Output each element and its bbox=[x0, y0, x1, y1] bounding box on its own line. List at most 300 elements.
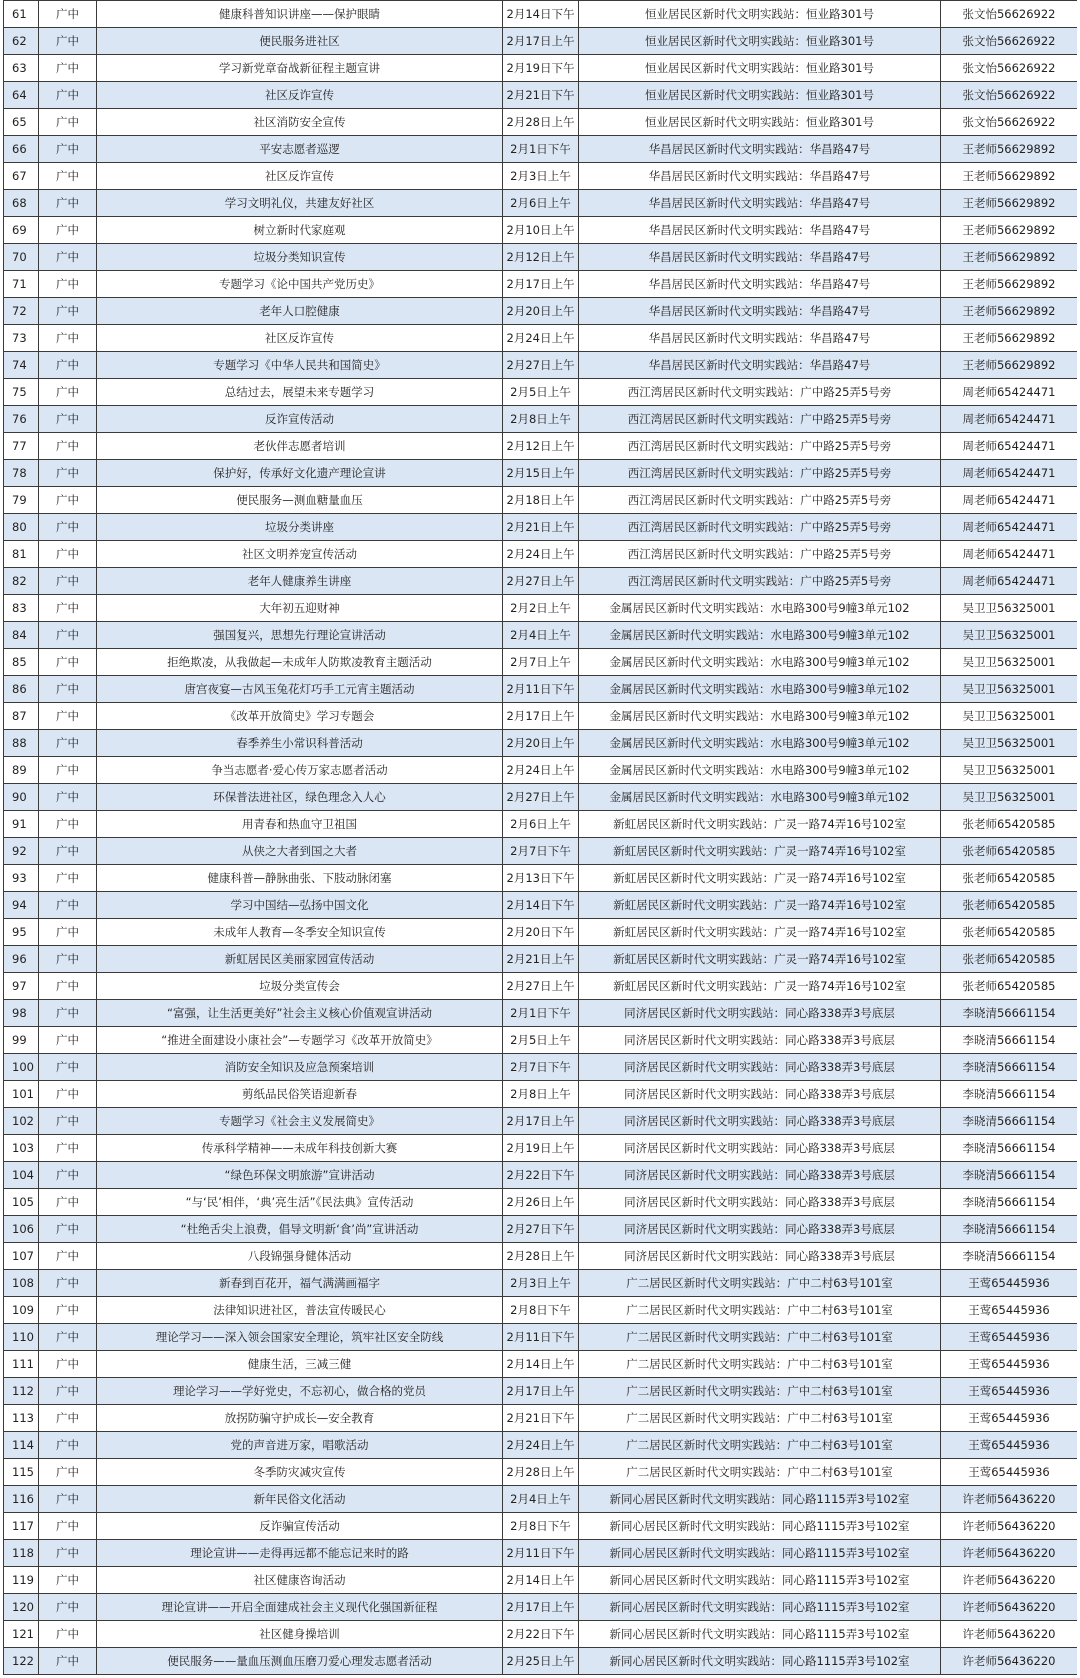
activity-time: 2月3日上午 bbox=[503, 1270, 579, 1297]
row-number: 94 bbox=[4, 892, 39, 919]
table-row bbox=[4, 1648, 1078, 1675]
row-number: 109 bbox=[4, 1297, 39, 1324]
table-row bbox=[4, 703, 1078, 730]
activity-time: 2月7日下午 bbox=[503, 1054, 579, 1081]
activity-title: 社区文明养宠宣传活动 bbox=[97, 541, 503, 568]
activity-title: 用青春和热血守卫祖国 bbox=[97, 811, 503, 838]
table-row bbox=[4, 892, 1078, 919]
street-name: 广中 bbox=[39, 676, 97, 703]
row-number: 63 bbox=[4, 55, 39, 82]
activity-location: 西江湾居民区新时代文明实践站：广中路25弄5号旁 bbox=[579, 568, 941, 595]
activity-time: 2月21日上午 bbox=[503, 946, 579, 973]
table-row bbox=[4, 784, 1078, 811]
table-row bbox=[4, 622, 1078, 649]
activity-location: 西江湾居民区新时代文明实践站：广中路25弄5号旁 bbox=[579, 379, 941, 406]
row-number: 80 bbox=[4, 514, 39, 541]
activity-title: 新春到百花开，福气满满画福字 bbox=[97, 1270, 503, 1297]
activity-title: 理论宣讲——开启全面建成社会主义现代化强国新征程 bbox=[97, 1594, 503, 1621]
activity-time: 2月17日上午 bbox=[503, 703, 579, 730]
contact-person: 李晓清56661154 bbox=[941, 1189, 1078, 1216]
street-name: 广中 bbox=[39, 1000, 97, 1027]
row-number: 118 bbox=[4, 1540, 39, 1567]
table-row bbox=[4, 379, 1078, 406]
table-row bbox=[4, 1243, 1078, 1270]
table-row bbox=[4, 1378, 1078, 1405]
activity-time: 2月21日下午 bbox=[503, 82, 579, 109]
row-number: 72 bbox=[4, 298, 39, 325]
activity-title: 社区健康咨询活动 bbox=[97, 1567, 503, 1594]
contact-person: 张老师65420585 bbox=[941, 946, 1078, 973]
activity-title: 树立新时代家庭观 bbox=[97, 217, 503, 244]
table-row bbox=[4, 757, 1078, 784]
street-name: 广中 bbox=[39, 865, 97, 892]
activity-location: 恒业居民区新时代文明实践站：恒业路301号 bbox=[579, 82, 941, 109]
activity-title: 学习新党章奋战新征程主题宣讲 bbox=[97, 55, 503, 82]
activity-location: 华昌居民区新时代文明实践站：华昌路47号 bbox=[579, 271, 941, 298]
table-row bbox=[4, 1351, 1078, 1378]
activity-location: 同济居民区新时代文明实践站：同心路338弄3号底层 bbox=[579, 1027, 941, 1054]
activity-title: 理论宣讲——走得再远都不能忘记来时的路 bbox=[97, 1540, 503, 1567]
activity-time: 2月10日上午 bbox=[503, 217, 579, 244]
table-row bbox=[4, 136, 1078, 163]
street-name: 广中 bbox=[39, 352, 97, 379]
street-name: 广中 bbox=[39, 217, 97, 244]
activity-location: 华昌居民区新时代文明实践站：华昌路47号 bbox=[579, 190, 941, 217]
activity-time: 2月7日上午 bbox=[503, 649, 579, 676]
activity-title: 理论学习——学好党史，不忘初心，做合格的党员 bbox=[97, 1378, 503, 1405]
contact-person: 王莺65445936 bbox=[941, 1459, 1078, 1486]
table-row bbox=[4, 811, 1078, 838]
contact-person: 张老师65420585 bbox=[941, 919, 1078, 946]
row-number: 85 bbox=[4, 649, 39, 676]
row-number: 62 bbox=[4, 28, 39, 55]
activity-time: 2月25日上午 bbox=[503, 1648, 579, 1675]
activity-location: 西江湾居民区新时代文明实践站：广中路25弄5号旁 bbox=[579, 433, 941, 460]
table-row bbox=[4, 514, 1078, 541]
activity-location: 同济居民区新时代文明实践站：同心路338弄3号底层 bbox=[579, 1216, 941, 1243]
street-name: 广中 bbox=[39, 703, 97, 730]
table-row bbox=[4, 190, 1078, 217]
row-number: 77 bbox=[4, 433, 39, 460]
table-row bbox=[4, 55, 1078, 82]
street-name: 广中 bbox=[39, 1459, 97, 1486]
row-number: 73 bbox=[4, 325, 39, 352]
table-row bbox=[4, 865, 1078, 892]
table-row bbox=[4, 163, 1078, 190]
contact-person: 李晓清56661154 bbox=[941, 1243, 1078, 1270]
contact-person: 许老师56436220 bbox=[941, 1621, 1078, 1648]
contact-person: 王老师56629892 bbox=[941, 190, 1078, 217]
activity-location: 广二居民区新时代文明实践站：广中二村63号101室 bbox=[579, 1432, 941, 1459]
contact-person: 吴卫卫56325001 bbox=[941, 703, 1078, 730]
contact-person: 许老师56436220 bbox=[941, 1594, 1078, 1621]
row-number: 115 bbox=[4, 1459, 39, 1486]
street-name: 广中 bbox=[39, 919, 97, 946]
street-name: 广中 bbox=[39, 1432, 97, 1459]
activity-title: 垃圾分类讲座 bbox=[97, 514, 503, 541]
street-name: 广中 bbox=[39, 1351, 97, 1378]
street-name: 广中 bbox=[39, 568, 97, 595]
street-name: 广中 bbox=[39, 838, 97, 865]
activity-title: 环保普法进社区，绿色理念入人心 bbox=[97, 784, 503, 811]
activity-title: 老年人口腔健康 bbox=[97, 298, 503, 325]
activity-location: 同济居民区新时代文明实践站：同心路338弄3号底层 bbox=[579, 1135, 941, 1162]
contact-person: 周老师65424471 bbox=[941, 568, 1078, 595]
table-row bbox=[4, 487, 1078, 514]
table-row bbox=[4, 82, 1078, 109]
activity-time: 2月15日上午 bbox=[503, 460, 579, 487]
activity-title: 学习文明礼仪，共建友好社区 bbox=[97, 190, 503, 217]
street-name: 广中 bbox=[39, 1378, 97, 1405]
activity-time: 2月17日上午 bbox=[503, 271, 579, 298]
contact-person: 王莺65445936 bbox=[941, 1351, 1078, 1378]
table-row bbox=[4, 1108, 1078, 1135]
activity-time: 2月2日上午 bbox=[503, 595, 579, 622]
row-number: 76 bbox=[4, 406, 39, 433]
contact-person: 王莺65445936 bbox=[941, 1378, 1078, 1405]
activity-title: 社区消防安全宣传 bbox=[97, 109, 503, 136]
contact-person: 周老师65424471 bbox=[941, 541, 1078, 568]
activity-time: 2月28日上午 bbox=[503, 1459, 579, 1486]
activity-location: 恒业居民区新时代文明实践站：恒业路301号 bbox=[579, 1, 941, 28]
street-name: 广中 bbox=[39, 190, 97, 217]
table-row bbox=[4, 1189, 1078, 1216]
activity-time: 2月27日上午 bbox=[503, 973, 579, 1000]
table-row bbox=[4, 568, 1078, 595]
activity-title: 平安志愿者巡逻 bbox=[97, 136, 503, 163]
table-row bbox=[4, 1216, 1078, 1243]
activity-time: 2月27日上午 bbox=[503, 352, 579, 379]
activity-location: 华昌居民区新时代文明实践站：华昌路47号 bbox=[579, 298, 941, 325]
activity-time: 2月1日下午 bbox=[503, 1000, 579, 1027]
row-number: 113 bbox=[4, 1405, 39, 1432]
activity-title: 健康生活，三减三健 bbox=[97, 1351, 503, 1378]
street-name: 广中 bbox=[39, 1189, 97, 1216]
contact-person: 许老师56436220 bbox=[941, 1648, 1078, 1675]
activity-time: 2月6日上午 bbox=[503, 190, 579, 217]
activity-title: 从侠之大者到国之大者 bbox=[97, 838, 503, 865]
street-name: 广中 bbox=[39, 757, 97, 784]
activity-location: 金属居民区新时代文明实践站：水电路300号9幢3单元102 bbox=[579, 757, 941, 784]
table-row bbox=[4, 433, 1078, 460]
row-number: 67 bbox=[4, 163, 39, 190]
activity-location: 恒业居民区新时代文明实践站：恒业路301号 bbox=[579, 109, 941, 136]
row-number: 104 bbox=[4, 1162, 39, 1189]
activity-title: 垃圾分类宣传会 bbox=[97, 973, 503, 1000]
contact-person: 张文怡56626922 bbox=[941, 1, 1078, 28]
activity-time: 2月11日下午 bbox=[503, 1540, 579, 1567]
row-number: 107 bbox=[4, 1243, 39, 1270]
activity-time: 2月8日下午 bbox=[503, 1297, 579, 1324]
activity-time: 2月21日上午 bbox=[503, 514, 579, 541]
row-number: 111 bbox=[4, 1351, 39, 1378]
activity-location: 同济居民区新时代文明实践站：同心路338弄3号底层 bbox=[579, 1000, 941, 1027]
activity-title: 健康科普知识讲座——保护眼睛 bbox=[97, 1, 503, 28]
table-row bbox=[4, 595, 1078, 622]
activity-title: 争当志愿者·爱心传万家志愿者活动 bbox=[97, 757, 503, 784]
table-row bbox=[4, 1567, 1078, 1594]
activity-location: 新同心居民区新时代文明实践站：同心路1115弄3号102室 bbox=[579, 1621, 941, 1648]
activity-location: 新同心居民区新时代文明实践站：同心路1115弄3号102室 bbox=[579, 1540, 941, 1567]
street-name: 广中 bbox=[39, 892, 97, 919]
activity-time: 2月5日上午 bbox=[503, 379, 579, 406]
row-number: 101 bbox=[4, 1081, 39, 1108]
street-name: 广中 bbox=[39, 163, 97, 190]
activity-title: “富强，让生活更美好”社会主义核心价值观宣讲活动 bbox=[97, 1000, 503, 1027]
activity-time: 2月24日上午 bbox=[503, 541, 579, 568]
street-name: 广中 bbox=[39, 973, 97, 1000]
street-name: 广中 bbox=[39, 244, 97, 271]
activity-title: 春季养生小常识科普活动 bbox=[97, 730, 503, 757]
contact-person: 王老师56629892 bbox=[941, 325, 1078, 352]
contact-person: 周老师65424471 bbox=[941, 433, 1078, 460]
row-number: 90 bbox=[4, 784, 39, 811]
table-row bbox=[4, 946, 1078, 973]
activity-location: 同济居民区新时代文明实践站：同心路338弄3号底层 bbox=[579, 1243, 941, 1270]
activity-time: 2月26日上午 bbox=[503, 1189, 579, 1216]
activity-title: 老年人健康养生讲座 bbox=[97, 568, 503, 595]
table-row bbox=[4, 1081, 1078, 1108]
activity-location: 广二居民区新时代文明实践站：广中二村63号101室 bbox=[579, 1459, 941, 1486]
contact-person: 张老师65420585 bbox=[941, 811, 1078, 838]
contact-person: 李晓清56661154 bbox=[941, 1081, 1078, 1108]
street-name: 广中 bbox=[39, 1081, 97, 1108]
activity-location: 西江湾居民区新时代文明实践站：广中路25弄5号旁 bbox=[579, 406, 941, 433]
activity-location: 金属居民区新时代文明实践站：水电路300号9幢3单元102 bbox=[579, 676, 941, 703]
activity-title: 剪纸品民俗笑语迎新春 bbox=[97, 1081, 503, 1108]
table-row bbox=[4, 244, 1078, 271]
contact-person: 张老师65420585 bbox=[941, 838, 1078, 865]
row-number: 97 bbox=[4, 973, 39, 1000]
activity-location: 新虹居民区新时代文明实践站：广灵一路74弄16号102室 bbox=[579, 865, 941, 892]
contact-person: 周老师65424471 bbox=[941, 460, 1078, 487]
activity-title: 大年初五迎财神 bbox=[97, 595, 503, 622]
activity-time: 2月11日下午 bbox=[503, 676, 579, 703]
contact-person: 王老师56629892 bbox=[941, 244, 1078, 271]
activity-time: 2月8日上午 bbox=[503, 406, 579, 433]
row-number: 114 bbox=[4, 1432, 39, 1459]
contact-person: 吴卫卫56325001 bbox=[941, 730, 1078, 757]
activity-title: 传承科学精神——未成年科技创新大赛 bbox=[97, 1135, 503, 1162]
contact-person: 李晓清56661154 bbox=[941, 1000, 1078, 1027]
activity-schedule-table bbox=[3, 0, 1077, 1675]
table-row bbox=[4, 1486, 1078, 1513]
activity-location: 新虹居民区新时代文明实践站：广灵一路74弄16号102室 bbox=[579, 892, 941, 919]
row-number: 98 bbox=[4, 1000, 39, 1027]
row-number: 75 bbox=[4, 379, 39, 406]
activity-location: 金属居民区新时代文明实践站：水电路300号9幢3单元102 bbox=[579, 622, 941, 649]
activity-time: 2月11日下午 bbox=[503, 1324, 579, 1351]
activity-location: 华昌居民区新时代文明实践站：华昌路47号 bbox=[579, 136, 941, 163]
contact-person: 李晓清56661154 bbox=[941, 1135, 1078, 1162]
street-name: 广中 bbox=[39, 136, 97, 163]
activity-title: 唐宫夜宴—古风玉兔花灯巧手工元宵主题活动 bbox=[97, 676, 503, 703]
street-name: 广中 bbox=[39, 1324, 97, 1351]
street-name: 广中 bbox=[39, 1297, 97, 1324]
contact-person: 李晓清56661154 bbox=[941, 1108, 1078, 1135]
activity-time: 2月3日上午 bbox=[503, 163, 579, 190]
contact-person: 许老师56436220 bbox=[941, 1540, 1078, 1567]
contact-person: 张文怡56626922 bbox=[941, 109, 1078, 136]
street-name: 广中 bbox=[39, 649, 97, 676]
table-row bbox=[4, 109, 1078, 136]
contact-person: 张文怡56626922 bbox=[941, 28, 1078, 55]
street-name: 广中 bbox=[39, 487, 97, 514]
activity-location: 华昌居民区新时代文明实践站：华昌路47号 bbox=[579, 217, 941, 244]
activity-title: 便民服务进社区 bbox=[97, 28, 503, 55]
contact-person: 张老师65420585 bbox=[941, 973, 1078, 1000]
row-number: 81 bbox=[4, 541, 39, 568]
row-number: 88 bbox=[4, 730, 39, 757]
activity-location: 西江湾居民区新时代文明实践站：广中路25弄5号旁 bbox=[579, 487, 941, 514]
activity-time: 2月8日上午 bbox=[503, 1081, 579, 1108]
street-name: 广中 bbox=[39, 109, 97, 136]
street-name: 广中 bbox=[39, 406, 97, 433]
table-row bbox=[4, 1621, 1078, 1648]
activity-time: 2月5日上午 bbox=[503, 1027, 579, 1054]
contact-person: 许老师56436220 bbox=[941, 1567, 1078, 1594]
street-name: 广中 bbox=[39, 622, 97, 649]
activity-title: 放拐防骗守护成长—安全教育 bbox=[97, 1405, 503, 1432]
activity-title: 便民服务——量血压测血压磨刀爱心理发志愿者活动 bbox=[97, 1648, 503, 1675]
row-number: 78 bbox=[4, 460, 39, 487]
contact-person: 王老师56629892 bbox=[941, 352, 1078, 379]
table-row bbox=[4, 352, 1078, 379]
row-number: 89 bbox=[4, 757, 39, 784]
activity-location: 西江湾居民区新时代文明实践站：广中路25弄5号旁 bbox=[579, 460, 941, 487]
activity-time: 2月20日上午 bbox=[503, 730, 579, 757]
row-number: 121 bbox=[4, 1621, 39, 1648]
activity-title: 新年民俗文化活动 bbox=[97, 1486, 503, 1513]
activity-time: 2月22日下午 bbox=[503, 1621, 579, 1648]
contact-person: 王老师56629892 bbox=[941, 298, 1078, 325]
activity-time: 2月21日下午 bbox=[503, 1405, 579, 1432]
row-number: 95 bbox=[4, 919, 39, 946]
activity-location: 华昌居民区新时代文明实践站：华昌路47号 bbox=[579, 352, 941, 379]
table-row bbox=[4, 730, 1078, 757]
activity-title: 垃圾分类知识宣传 bbox=[97, 244, 503, 271]
activity-time: 2月24日上午 bbox=[503, 1432, 579, 1459]
activity-title: 社区反诈宣传 bbox=[97, 163, 503, 190]
row-number: 65 bbox=[4, 109, 39, 136]
street-name: 广中 bbox=[39, 1135, 97, 1162]
activity-location: 华昌居民区新时代文明实践站：华昌路47号 bbox=[579, 244, 941, 271]
contact-person: 李晓清56661154 bbox=[941, 1027, 1078, 1054]
street-name: 广中 bbox=[39, 1, 97, 28]
street-name: 广中 bbox=[39, 82, 97, 109]
row-number: 105 bbox=[4, 1189, 39, 1216]
contact-person: 张文怡56626922 bbox=[941, 82, 1078, 109]
activity-time: 2月24日上午 bbox=[503, 757, 579, 784]
activity-location: 金属居民区新时代文明实践站：水电路300号9幢3单元102 bbox=[579, 784, 941, 811]
table-row bbox=[4, 973, 1078, 1000]
contact-person: 周老师65424471 bbox=[941, 487, 1078, 514]
row-number: 112 bbox=[4, 1378, 39, 1405]
row-number: 82 bbox=[4, 568, 39, 595]
activity-time: 2月12日上午 bbox=[503, 433, 579, 460]
activity-title: 专题学习《社会主义发展简史》 bbox=[97, 1108, 503, 1135]
activity-title: 老伙伴志愿者培训 bbox=[97, 433, 503, 460]
activity-location: 新同心居民区新时代文明实践站：同心路1115弄3号102室 bbox=[579, 1567, 941, 1594]
activity-title: 专题学习《中华人民共和国简史》 bbox=[97, 352, 503, 379]
activity-title: 法律知识进社区，普法宣传暖民心 bbox=[97, 1297, 503, 1324]
activity-title: 冬季防灾减灾宣传 bbox=[97, 1459, 503, 1486]
table-row bbox=[4, 541, 1078, 568]
table-row bbox=[4, 919, 1078, 946]
activity-time: 2月27日下午 bbox=[503, 1216, 579, 1243]
activity-time: 2月14日下午 bbox=[503, 892, 579, 919]
activity-title: 消防安全知识及应急预案培训 bbox=[97, 1054, 503, 1081]
table-row bbox=[4, 271, 1078, 298]
activity-time: 2月8日下午 bbox=[503, 1513, 579, 1540]
street-name: 广中 bbox=[39, 1108, 97, 1135]
table-row bbox=[4, 676, 1078, 703]
activity-title: 未成年人教育—冬季安全知识宣传 bbox=[97, 919, 503, 946]
activity-time: 2月13日下午 bbox=[503, 865, 579, 892]
street-name: 广中 bbox=[39, 298, 97, 325]
activity-time: 2月4日上午 bbox=[503, 622, 579, 649]
street-name: 广中 bbox=[39, 595, 97, 622]
activity-location: 西江湾居民区新时代文明实践站：广中路25弄5号旁 bbox=[579, 514, 941, 541]
contact-person: 王莺65445936 bbox=[941, 1432, 1078, 1459]
activity-location: 同济居民区新时代文明实践站：同心路338弄3号底层 bbox=[579, 1081, 941, 1108]
table-row bbox=[4, 1513, 1078, 1540]
street-name: 广中 bbox=[39, 325, 97, 352]
table-row bbox=[4, 217, 1078, 244]
street-name: 广中 bbox=[39, 784, 97, 811]
activity-time: 2月17日上午 bbox=[503, 28, 579, 55]
activity-location: 西江湾居民区新时代文明实践站：广中路25弄5号旁 bbox=[579, 541, 941, 568]
table-row bbox=[4, 1432, 1078, 1459]
street-name: 广中 bbox=[39, 811, 97, 838]
table-row bbox=[4, 1162, 1078, 1189]
activity-location: 新同心居民区新时代文明实践站：同心路1115弄3号102室 bbox=[579, 1513, 941, 1540]
activity-location: 华昌居民区新时代文明实践站：华昌路47号 bbox=[579, 163, 941, 190]
table-row bbox=[4, 1054, 1078, 1081]
activity-location: 新虹居民区新时代文明实践站：广灵一路74弄16号102室 bbox=[579, 973, 941, 1000]
row-number: 64 bbox=[4, 82, 39, 109]
contact-person: 吴卫卫56325001 bbox=[941, 784, 1078, 811]
street-name: 广中 bbox=[39, 1054, 97, 1081]
activity-title: 总结过去，展望未来专题学习 bbox=[97, 379, 503, 406]
activity-title: 社区健身操培训 bbox=[97, 1621, 503, 1648]
street-name: 广中 bbox=[39, 271, 97, 298]
street-name: 广中 bbox=[39, 1027, 97, 1054]
street-name: 广中 bbox=[39, 1648, 97, 1675]
contact-person: 李晓清56661154 bbox=[941, 1054, 1078, 1081]
row-number: 116 bbox=[4, 1486, 39, 1513]
street-name: 广中 bbox=[39, 28, 97, 55]
contact-person: 张老师65420585 bbox=[941, 865, 1078, 892]
table-row bbox=[4, 1594, 1078, 1621]
street-name: 广中 bbox=[39, 1540, 97, 1567]
row-number: 93 bbox=[4, 865, 39, 892]
row-number: 83 bbox=[4, 595, 39, 622]
activity-location: 广二居民区新时代文明实践站：广中二村63号101室 bbox=[579, 1270, 941, 1297]
table-row bbox=[4, 1, 1078, 28]
activity-schedule-sheet bbox=[3, 0, 1077, 1678]
row-number: 102 bbox=[4, 1108, 39, 1135]
activity-title: 新虹居民区美丽家园宣传活动 bbox=[97, 946, 503, 973]
activity-location: 金属居民区新时代文明实践站：水电路300号9幢3单元102 bbox=[579, 649, 941, 676]
activity-location: 金属居民区新时代文明实践站：水电路300号9幢3单元102 bbox=[579, 703, 941, 730]
row-number: 120 bbox=[4, 1594, 39, 1621]
contact-person: 许老师56436220 bbox=[941, 1486, 1078, 1513]
activity-location: 金属居民区新时代文明实践站：水电路300号9幢3单元102 bbox=[579, 595, 941, 622]
contact-person: 王莺65445936 bbox=[941, 1270, 1078, 1297]
activity-time: 2月22日下午 bbox=[503, 1162, 579, 1189]
activity-time: 2月4日上午 bbox=[503, 1486, 579, 1513]
